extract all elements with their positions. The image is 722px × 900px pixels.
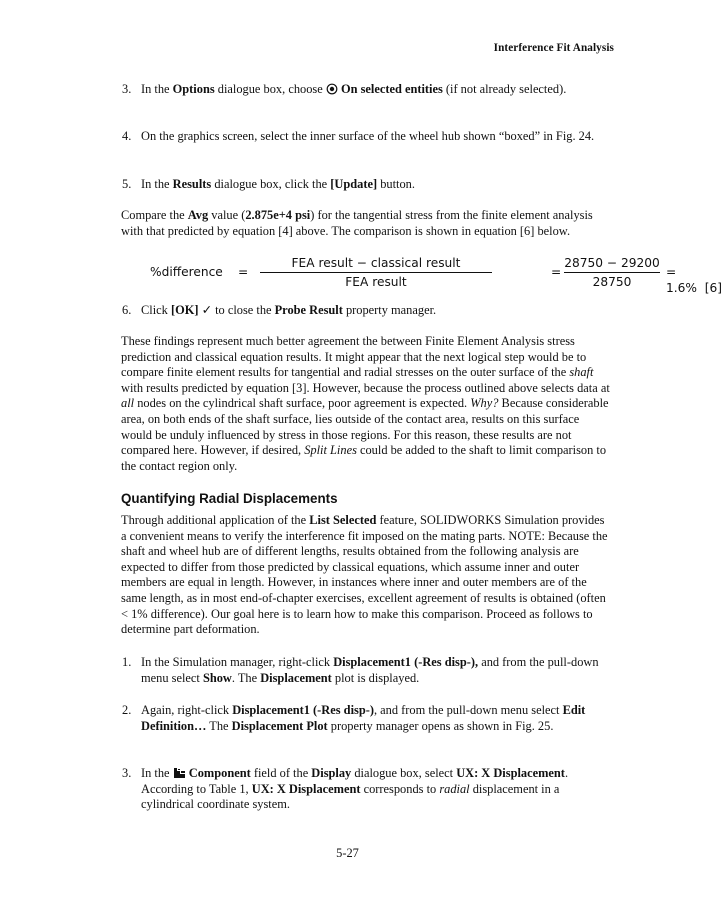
equals-sign: =: [238, 265, 249, 279]
step-1-show-displacement: 1. In the Simulation manager, right-click Displacement1 (-Res disp-), and from the pull-down menu select Show. The Displacement plot is displayed.: [122, 655, 599, 685]
on-selected-entities-label: On selected entities: [340, 82, 443, 96]
component-icon: [173, 767, 186, 779]
running-header: Interference Fit Analysis: [493, 42, 614, 54]
section-heading: Quantifying Radial Displacements: [121, 491, 338, 506]
fraction-bar: [564, 272, 660, 273]
findings-paragraph: These findings represent much better agreement the between Finite Element Analysis stress prediction and classical equation results. It might appear that the next logical step would be to compare finite element results for tangential and radial stresses on the outer surface of the shaft with results predicted by equation [3]. However, because the process outlined above selects data at all nodes on the cylindrical shaft surface, poor agreement is expected. Why? Because considerable area, on both ends of the shaft surface, lies outside of the contact area, results on this surface would be unduly influenced by stress in those regions. For this reason, these results are not compared here. However, if desired, Split Lines could be added to the shaft to limit comparison to the contact region only.: [121, 334, 610, 473]
step-number: 2.: [122, 703, 132, 717]
step-number: 1.: [122, 655, 132, 669]
equals-sign: =: [551, 265, 562, 279]
page-number: 5-27: [336, 846, 359, 860]
compare-paragraph: Compare the Avg value (2.875e+4 psi) for the tangential stress from the finite element analysis with that predicted by equation [4] above. The comparison is shown in equation [6] below.: [121, 208, 593, 238]
equation-6: [150, 255, 722, 295]
fraction-numeric: [564, 255, 660, 290]
step-2-edit-definition: 2. Again, right-click Displacement1 (-Res disp-), and from the pull-down menu select Edit Definition… The Displacement Plot property manager opens as shown in Fig. 25.: [122, 703, 586, 733]
options-label: Options: [172, 82, 215, 96]
fraction-denominator: 28750: [592, 275, 632, 289]
step-6-ok: 6. Click [OK] ✓ to close the Probe Result property manager.: [122, 303, 437, 317]
step-3-options: 3. In the Options dialogue box, choose On selected entities (if not already selected).: [122, 82, 567, 96]
fraction-numerator: FEA result − classical result: [291, 256, 461, 270]
fraction-bar: [260, 272, 492, 273]
fraction-symbolic: [260, 255, 492, 290]
checkmark-icon: ✓: [201, 303, 212, 317]
step-number: 6.: [122, 303, 132, 317]
radio-selected-icon: [326, 83, 338, 95]
step-number: 5.: [122, 177, 132, 191]
equation-tag: [6]: [704, 280, 722, 295]
section-paragraph: Through additional application of the List Selected feature, SOLIDWORKS Simulation provides a convenient means to verify the interference fit imposed on the mating parts. NOTE: Because the shaft and wheel hub are of different lengths, results obtained from the following analysis are expected to differ from those predicted by classical equations, which assume inner and outer members are equal in length. However, in instances where inner and outer members are of the same length, as in most end-of-chapter exercises, excellent agreement of results is obtained (often < 1% difference). Our goal here is to learn how to make this comparison. Proceed as follows to determine part deformation.: [121, 513, 608, 637]
fraction-denominator: FEA result: [345, 275, 407, 289]
step-number: 3.: [122, 766, 132, 780]
step-4-select-surface: 4. On the graphics screen, select the inner surface of the wheel hub shown “boxed” in Fig. 24.: [122, 129, 595, 143]
step-3-component: 3. In the Component field of the Display dialogue box, select UX: X Displacement. According to Table 1, UX: X Displacement corresponds to radial displacement in a cylindrical coordinate system.: [122, 766, 569, 812]
step-number: 4.: [122, 129, 132, 143]
equation-result: = 1.6% [6]: [666, 265, 722, 295]
step-5-update: 5. In the Results dialogue box, click the [Update] button.: [122, 177, 415, 191]
step-number: 3.: [122, 82, 132, 96]
equation-label: %difference: [150, 265, 223, 279]
fraction-numerator: 28750 − 29200: [564, 256, 660, 270]
